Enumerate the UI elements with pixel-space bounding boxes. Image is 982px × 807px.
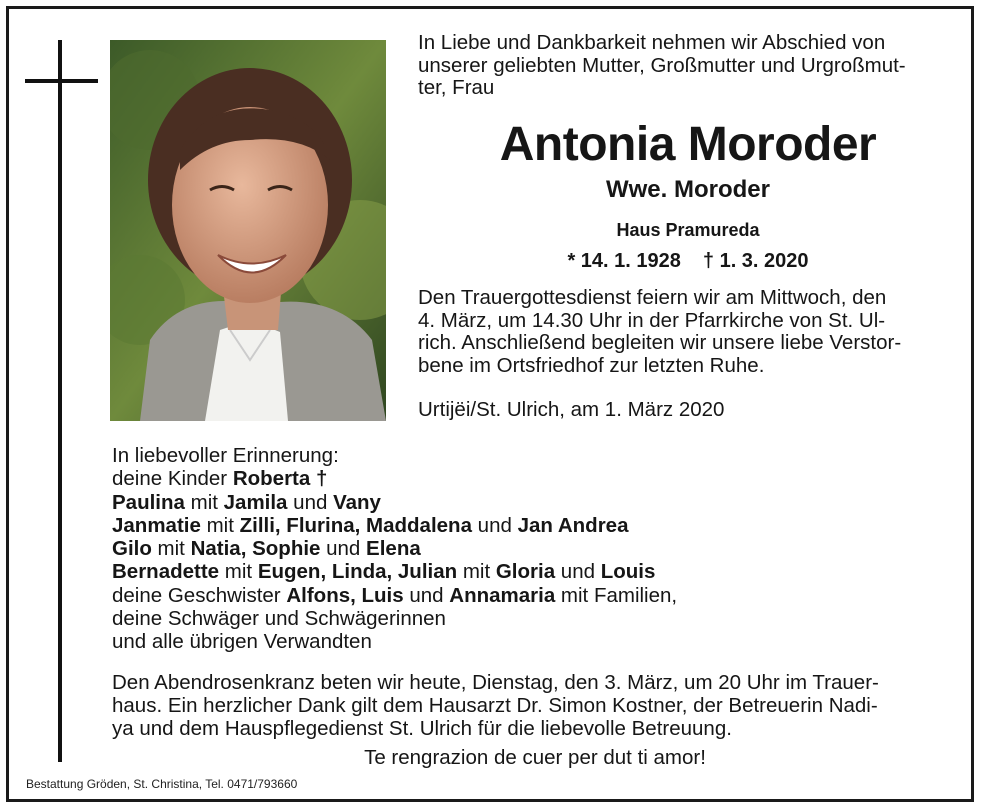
funeral-line: 4. März, um 14.30 Uhr in der Pfarrkirche von St. Ul-: [418, 308, 886, 332]
funeral-home-footer: Bestattung Gröden, St. Christina, Tel. 0471/793660: [26, 777, 298, 791]
rosary-line: ya und dem Hauspflegedienst St. Ulrich für die liebevolle Betreuung.: [112, 716, 732, 740]
thanks-line: Te rengrazion de cuer per dut ti amor!: [364, 746, 706, 769]
mourners-line: deine Geschwister Alfons, Luis und Annamaria mit Familien,: [112, 583, 678, 607]
mourners-list: [112, 444, 812, 654]
rosary-line: Den Abendrosenkranz beten wir heute, Dienstag, den 3. März, um 20 Uhr im Trauer-: [112, 671, 879, 694]
mourners-line: und alle übrigen Verwandten: [112, 630, 372, 654]
funeral-line: Den Trauergottesdienst feiern wir am Mittwoch, den: [418, 286, 887, 309]
funeral-line: rich. Anschließend begleiten wir unsere liebe Verstor-: [418, 331, 902, 354]
mourners-line: Janmatie mit Zilli, Flurina, Maddalena und Jan Andrea: [112, 513, 629, 537]
funeral-line: bene im Ortsfriedhof zur letzten Ruhe.: [418, 353, 765, 377]
intro-line: ter, Frau: [418, 76, 495, 99]
mourners-line: Paulina mit Jamila und Vany: [112, 490, 381, 514]
birth-date: * 14. 1. 1928: [567, 250, 681, 272]
mourners-heading: In liebevoller Erinnerung:: [112, 444, 339, 467]
funeral-text: [418, 287, 958, 377]
rosary-text: [112, 672, 958, 740]
rosary-line: haus. Ein herzlicher Dank gilt dem Hausarzt Dr. Simon Kostner, der Betreuerin Nadi-: [112, 693, 878, 717]
mourners-line: Bernadette mit Eugen, Linda, Julian mit Gloria und Louis: [112, 560, 656, 584]
intro-text: [418, 32, 958, 100]
death-date: † 1. 3. 2020: [702, 250, 809, 272]
mourners-line: deine Schwäger und Schwägerinnen: [112, 607, 446, 631]
deceased-name: Antonia Moroder: [499, 118, 877, 171]
place-date: Urtijëi/St. Ulrich, am 1. März 2020: [418, 398, 725, 421]
widow-line: Wwe. Moroder: [605, 176, 770, 203]
cross-icon: [58, 40, 62, 762]
intro-line: unserer geliebten Mutter, Großmutter und Urgroßmut-: [418, 53, 906, 77]
life-dates: [418, 249, 958, 273]
cross-icon-bar: [25, 79, 98, 83]
portrait-photo: [110, 40, 386, 421]
mourners-line: Gilo mit Natia, Sophie und Elena: [112, 537, 421, 561]
house-name: Haus Pramureda: [616, 220, 760, 240]
mourners-line: deine Kinder Roberta †: [112, 467, 328, 491]
intro-line: In Liebe und Dankbarkeit nehmen wir Abschied von: [418, 31, 886, 54]
